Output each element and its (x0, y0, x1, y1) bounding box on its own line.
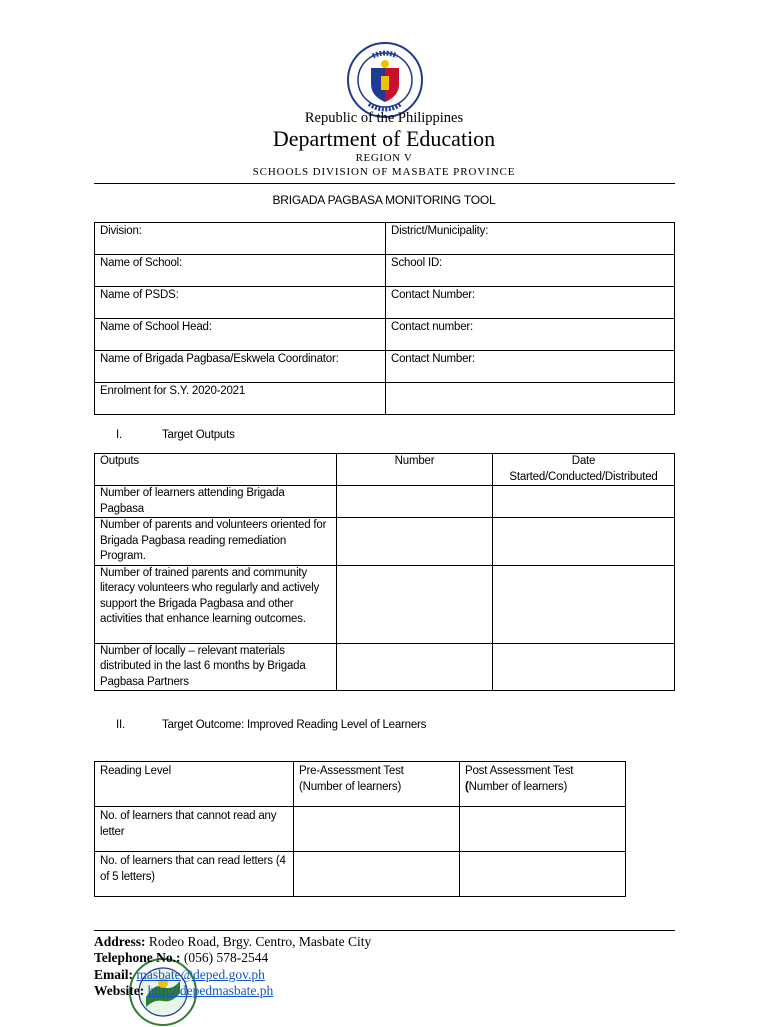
column-header-post-assessment (460, 762, 626, 807)
address-value: Rodeo Road, Brgy. Centro, Masbate City (145, 934, 372, 949)
telephone-value: (056) 578-2544 (180, 950, 269, 966)
info-label: District/Municipality: (386, 223, 675, 255)
table-row (95, 565, 675, 643)
info-label: Name of School: (95, 255, 386, 287)
department-heading: Department of Education (272, 126, 496, 151)
info-label: School ID: (386, 255, 675, 287)
post-assessment-cell (460, 852, 626, 897)
column-header-outputs: Outputs (95, 454, 337, 486)
column-header-date: Date Started/Conducted/Distributed (493, 454, 675, 486)
section-2-numeral: II. (116, 719, 125, 731)
footer-email-line (94, 967, 371, 983)
reading-level-table (94, 761, 626, 897)
output-description: Number of parents and volunteers oriented for Brigada Pagbasa reading remediation Program. (95, 518, 337, 566)
table-header-row (95, 762, 626, 807)
deped-seal-logo (347, 42, 423, 118)
table-row (95, 223, 675, 255)
output-date-cell (493, 518, 675, 566)
telephone-label: Telephone No.: (94, 950, 181, 966)
table-row (95, 383, 675, 415)
address-label: Address: (94, 934, 146, 949)
footer-telephone-line (94, 950, 371, 966)
section-1-title: Target Outputs (162, 429, 235, 441)
school-info-table (94, 222, 675, 415)
output-number-cell (337, 643, 493, 691)
output-description: Number of locally – relevant materials distributed in the last 6 months by Brigada Pagbasa Partners (95, 643, 337, 691)
table-row (95, 486, 675, 518)
info-label: Enrolment for S.Y. 2020-2021 (95, 383, 386, 415)
column-header-reading-level (95, 762, 294, 807)
column-header-sublabel: (Number of learners) (299, 780, 402, 793)
info-label: Contact number: (386, 319, 675, 351)
table-row (95, 643, 675, 691)
output-description: Number of trained parents and community literacy volunteers who regularly and actively support the Brigada Pagbasa and other activities that enhance learning outcomes. (95, 565, 337, 643)
table-header-row (95, 454, 675, 486)
info-label: Name of School Head: (95, 319, 386, 351)
table-row (95, 255, 675, 287)
pre-assessment-cell (294, 807, 460, 852)
reading-level-description: No. of learners that can read letters (4 of 5 letters) (95, 852, 294, 897)
header-divider (94, 183, 675, 184)
target-outputs-table (94, 453, 675, 691)
email-label: Email: (94, 966, 133, 982)
table-row (95, 852, 626, 897)
column-header-pre-assessment (294, 762, 460, 807)
footer-divider (94, 930, 675, 931)
document-title: BRIGADA PAGBASA MONITORING TOOL (272, 193, 496, 207)
table-row (95, 287, 675, 319)
website-link[interactable]: http://depedmasbate.ph (147, 982, 274, 998)
column-header-label: Pre-Assessment Test (299, 765, 404, 777)
section-2-title: Target Outcome: Improved Reading Level of Learners (162, 719, 427, 731)
email-link[interactable]: masbate@deped.gov.ph (136, 966, 265, 982)
post-assessment-cell (460, 807, 626, 852)
footer-contact (94, 934, 371, 999)
info-label: Name of PSDS: (95, 287, 386, 319)
output-date-cell (493, 643, 675, 691)
output-date-cell (493, 486, 675, 518)
column-header-number: Number (337, 454, 493, 486)
footer-website-line (94, 983, 371, 999)
column-header-label: Post Assessment Test (465, 765, 574, 777)
column-header-sublabel: Number of learners) (468, 780, 568, 793)
table-row (95, 518, 675, 566)
info-value-empty (386, 383, 675, 415)
table-row (95, 319, 675, 351)
output-description: Number of learners attending Brigada Pagbasa (95, 486, 337, 518)
info-label: Contact Number: (386, 287, 675, 319)
division-heading: SCHOOLS DIVISION OF MASBATE PROVINCE (252, 166, 516, 178)
republic-heading: Republic of the Philippines (304, 110, 464, 126)
table-row (95, 807, 626, 852)
column-header-sublabel-paren: ( (465, 780, 469, 793)
pre-assessment-cell (294, 852, 460, 897)
reading-level-description: No. of learners that cannot read any letter (95, 807, 294, 852)
footer-address-line (94, 934, 371, 950)
section-1-numeral: I. (116, 429, 122, 441)
table-row (95, 351, 675, 383)
column-header-label: Reading Level (100, 765, 171, 777)
info-label: Division: (95, 223, 386, 255)
output-number-cell (337, 486, 493, 518)
output-number-cell (337, 518, 493, 566)
info-label: Contact Number: (386, 351, 675, 383)
info-label: Name of Brigada Pagbasa/Eskwela Coordinator: (95, 351, 386, 383)
region-heading: REGION V (355, 152, 413, 164)
output-number-cell (337, 565, 493, 643)
website-label: Website: (94, 982, 145, 998)
output-date-cell (493, 565, 675, 643)
